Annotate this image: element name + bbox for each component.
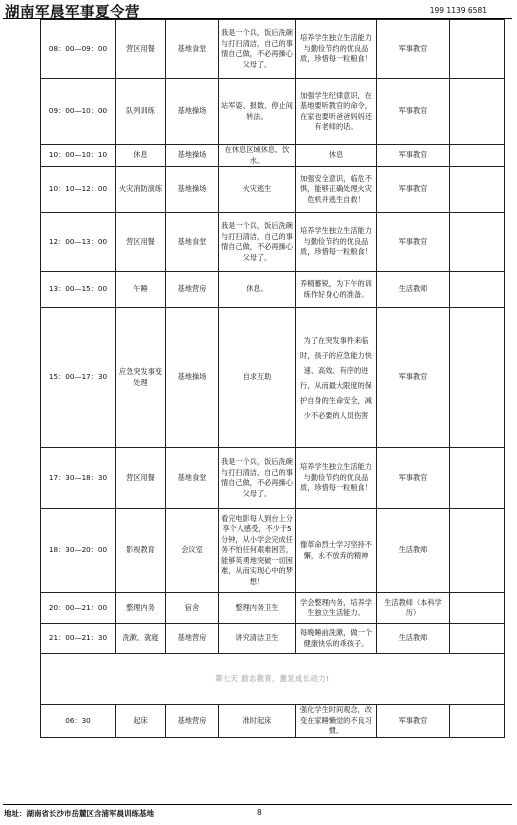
time-cell: 10：10—12：00 xyxy=(41,167,116,213)
blank-cell xyxy=(450,20,505,79)
time-cell: 10：00—10：10 xyxy=(41,145,116,167)
schedule-table xyxy=(40,19,505,738)
blank-cell xyxy=(450,272,505,308)
staff-cell: 生活教师 xyxy=(377,509,450,593)
table-row xyxy=(41,145,505,167)
goal-cell: 培养学生独立生活能力与勤俭节约的优良品质，珍惜每一粒粮食！ xyxy=(296,213,377,272)
staff-cell: 军事教官 xyxy=(377,448,450,509)
activity-cell: 影视教育 xyxy=(116,509,166,593)
blank-cell xyxy=(450,705,505,738)
content-cell: 准时起床 xyxy=(219,705,296,738)
location-cell: 基地营房 xyxy=(166,705,219,738)
content-cell: 我是一个兵，饭后洗碗与打扫清洁，自己的事情自己做，不必再操心父母了。 xyxy=(219,448,296,509)
content-cell: 火灾逃生 xyxy=(219,167,296,213)
table-row xyxy=(41,705,505,738)
goal-cell: 休息 xyxy=(296,145,377,167)
blank-cell xyxy=(450,509,505,593)
activity-cell: 起床 xyxy=(116,705,166,738)
location-cell: 基地操场 xyxy=(166,79,219,145)
activity-cell: 营区用餐 xyxy=(116,213,166,272)
activity-cell: 营区用餐 xyxy=(116,20,166,79)
footer-divider xyxy=(3,804,512,805)
table-row xyxy=(41,654,505,705)
time-cell: 18：30—20：00 xyxy=(41,509,116,593)
activity-cell: 队列训练 xyxy=(116,79,166,145)
location-cell: 基地食堂 xyxy=(166,213,219,272)
staff-cell: 生活教师 xyxy=(377,624,450,654)
location-cell: 基地操场 xyxy=(166,308,219,448)
staff-cell: 生活教师（本科学历） xyxy=(377,593,450,624)
goal-cell: 加强安全意识，临危不惧，能够正确处理火灾危机并逃生自救！ xyxy=(296,167,377,213)
staff-cell: 军事教官 xyxy=(377,79,450,145)
phone-number: 199 1139 6581 xyxy=(429,6,487,15)
footer-address: 地址：湖南省长沙市岳麓区含浦军晨训练基地 xyxy=(4,809,154,818)
table-row xyxy=(41,308,505,448)
goal-cell: 强化学生时间观念，改变在家睡懒觉的不良习惯。 xyxy=(296,705,377,738)
page-title: 湖南军晨军事夏令营 xyxy=(5,5,140,21)
activity-cell: 整理内务 xyxy=(116,593,166,624)
blank-cell xyxy=(450,167,505,213)
staff-cell: 军事教官 xyxy=(377,167,450,213)
content-cell: 站军姿、报数、停止间转法。 xyxy=(219,79,296,145)
goal-cell: 每晚睡前洗漱，做一个健康快乐的乖孩子。 xyxy=(296,624,377,654)
goal-cell: 培养学生独立生活能力与勤俭节约的优良品质，珍惜每一粒粮食！ xyxy=(296,20,377,79)
staff-cell: 军事教官 xyxy=(377,20,450,79)
location-cell: 基地操场 xyxy=(166,167,219,213)
time-cell: 17：30—18：30 xyxy=(41,448,116,509)
blank-cell xyxy=(450,624,505,654)
location-cell: 基地食堂 xyxy=(166,20,219,79)
activity-cell: 应急突发事变处理 xyxy=(116,308,166,448)
staff-cell: 军事教官 xyxy=(377,213,450,272)
goal-cell: 学会整理内务，培养学生独立生活能力。 xyxy=(296,593,377,624)
staff-cell: 军事教官 xyxy=(377,308,450,448)
activity-cell: 午睡 xyxy=(116,272,166,308)
activity-cell: 营区用餐 xyxy=(116,448,166,509)
time-cell: 09：00—10：00 xyxy=(41,79,116,145)
blank-cell xyxy=(450,593,505,624)
goal-cell: 养精蓄锐，为下午的训练作好身心的准备。 xyxy=(296,272,377,308)
content-cell: 我是一个兵，饭后洗碗与打扫清洁，自己的事情自己做，不必再操心父母了。 xyxy=(219,20,296,79)
content-cell: 自求互助 xyxy=(219,308,296,448)
staff-cell: 军事教官 xyxy=(377,705,450,738)
page-number: 8 xyxy=(257,808,262,817)
blank-cell xyxy=(450,213,505,272)
content-cell: 讲究清洁卫生 xyxy=(219,624,296,654)
time-cell: 08：00—09：00 xyxy=(41,20,116,79)
day-banner: 第七天 励志教育，激发成长动力! xyxy=(41,654,505,705)
blank-cell xyxy=(450,308,505,448)
table-row xyxy=(41,213,505,272)
table-row xyxy=(41,509,505,593)
content-cell: 看完电影每人到台上分享个人感受，不少于5分钟，从小学会完成任务不怕任何艰难困苦，能够英勇地突破一切困难，从而实现心中的梦想！ xyxy=(219,509,296,593)
location-cell: 宿舍 xyxy=(166,593,219,624)
staff-cell: 生活教师 xyxy=(377,272,450,308)
table-row xyxy=(41,272,505,308)
location-cell: 基地营房 xyxy=(166,272,219,308)
table-row xyxy=(41,624,505,654)
table-row xyxy=(41,79,505,145)
content-cell: 我是一个兵，饭后洗碗与打扫清洁，自己的事情自己做，不必再操心父母了。 xyxy=(219,213,296,272)
goal-cell: 为了在突发事件来临时，孩子的应急能力快速、高效、有序的进行，从而最大限度的保护自身的生命安全，减少不必要的人员伤害 xyxy=(296,308,377,448)
blank-cell xyxy=(450,79,505,145)
activity-cell: 洗漱、就寝 xyxy=(116,624,166,654)
time-cell: 06：30 xyxy=(41,705,116,738)
table-row xyxy=(41,167,505,213)
activity-cell: 火灾消防演练 xyxy=(116,167,166,213)
goal-cell: 培养学生独立生活能力与勤俭节约的优良品质，珍惜每一粒粮食！ xyxy=(296,448,377,509)
content-cell: 休息。 xyxy=(219,272,296,308)
time-cell: 12：00—13：00 xyxy=(41,213,116,272)
blank-cell xyxy=(450,448,505,509)
goal-cell: 像革命烈士学习坚持不懈，永不放弃的精神 xyxy=(296,509,377,593)
table-row xyxy=(41,593,505,624)
content-cell: 整理内务卫生 xyxy=(219,593,296,624)
table-row xyxy=(41,448,505,509)
location-cell: 基地食堂 xyxy=(166,448,219,509)
table-row xyxy=(41,20,505,79)
blank-cell xyxy=(450,145,505,167)
location-cell: 基地操场 xyxy=(166,145,219,167)
time-cell: 15：00—17：30 xyxy=(41,308,116,448)
location-cell: 基地营房 xyxy=(166,624,219,654)
goal-cell: 加强学生纪律意识，在基地要听教官的命令，在家也要听爸爸妈妈还有老师的话。 xyxy=(296,79,377,145)
staff-cell: 军事教官 xyxy=(377,145,450,167)
activity-cell: 休息 xyxy=(116,145,166,167)
location-cell: 会议室 xyxy=(166,509,219,593)
time-cell: 21：00—21：30 xyxy=(41,624,116,654)
content-cell: 在休息区域休息、饮水。 xyxy=(219,145,296,167)
time-cell: 20：00—21：00 xyxy=(41,593,116,624)
time-cell: 13：00—15：00 xyxy=(41,272,116,308)
